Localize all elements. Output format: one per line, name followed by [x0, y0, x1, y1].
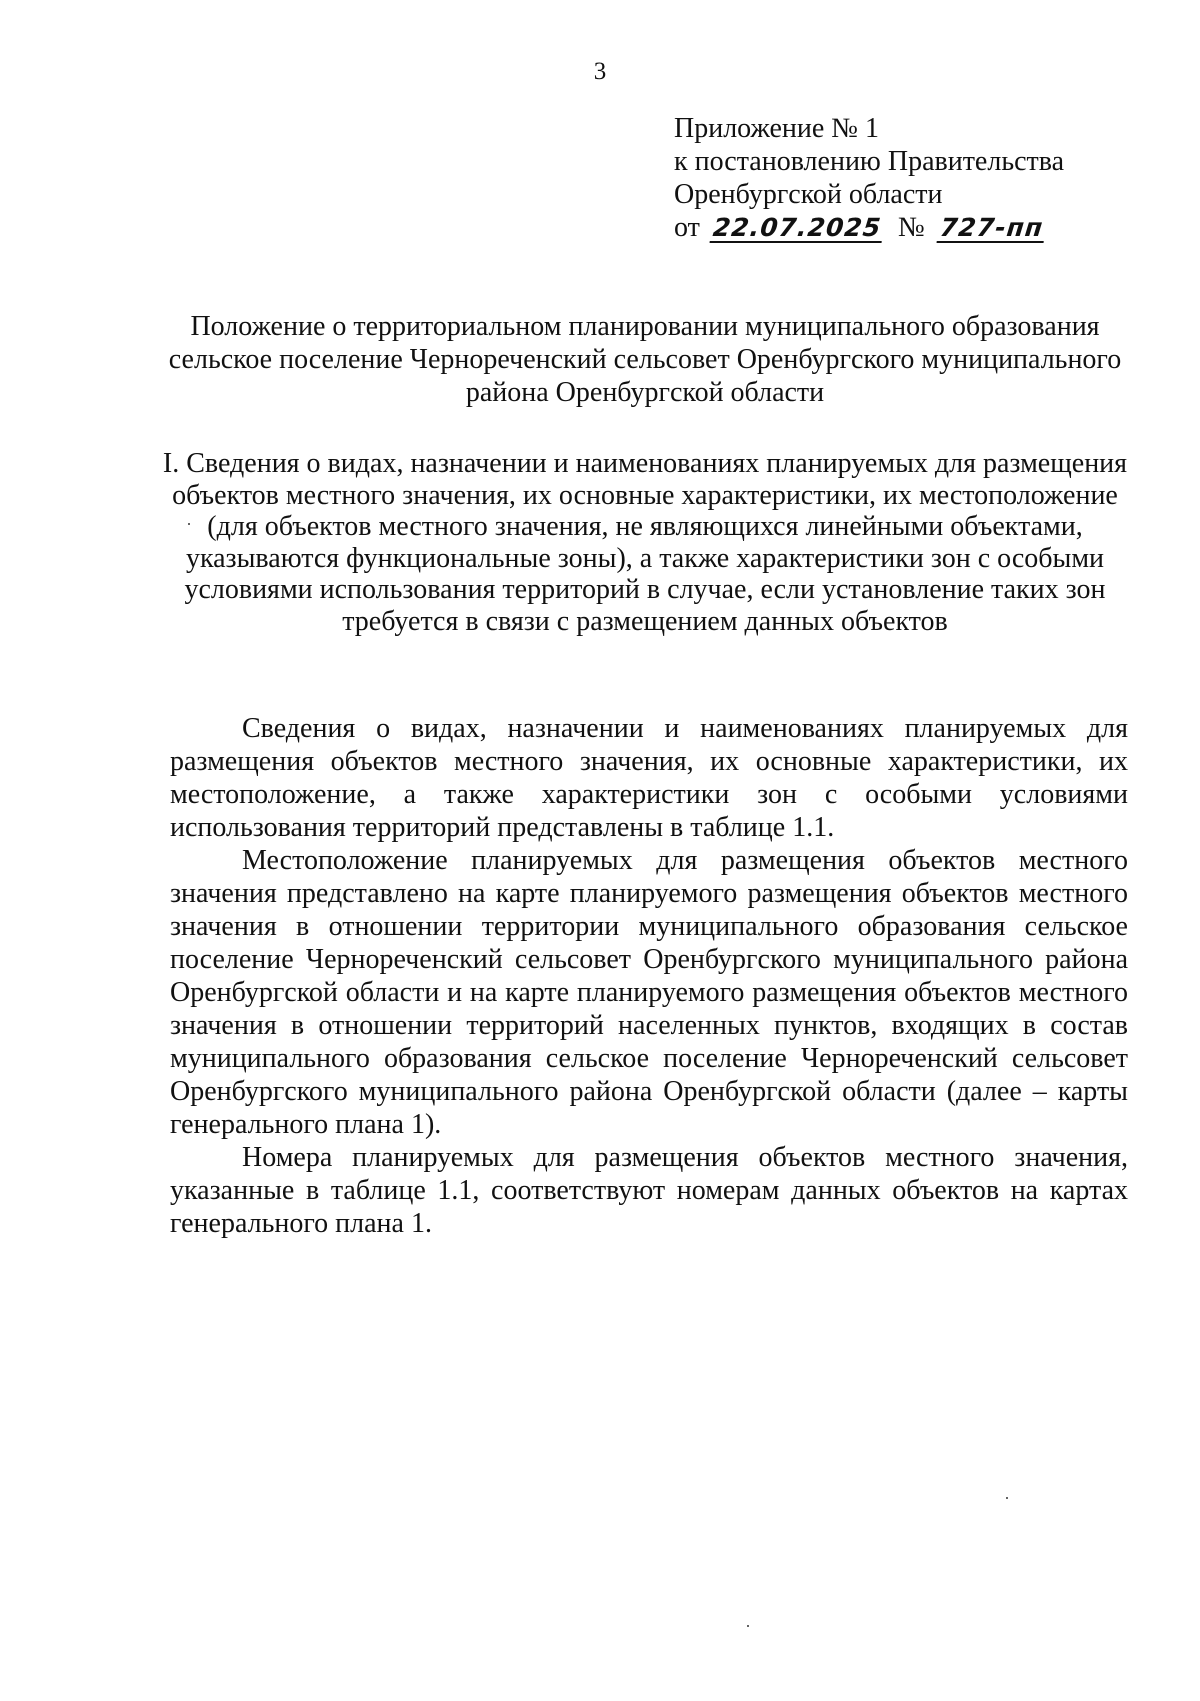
- scan-speck: [1006, 1497, 1008, 1499]
- appendix-block: [674, 112, 1064, 244]
- body-text: [170, 712, 1128, 1240]
- date-prefix: от: [674, 212, 700, 243]
- number-prefix: №: [898, 212, 925, 243]
- appendix-reference: к постановлению Правительства: [674, 146, 1065, 177]
- appendix-title: Приложение № 1: [674, 113, 879, 144]
- appendix-region: Оренбургской области: [674, 179, 943, 210]
- paragraph: Номера планируемых для размещения объектов местного значения, указанные в таблице 1.1, соответствуют номерам данных объектов на картах генерального плана 1.: [170, 1142, 1128, 1239]
- page-number: 3: [593, 58, 607, 85]
- handwritten-date: 22.07.2025: [709, 215, 884, 243]
- scan-speck: [188, 523, 190, 525]
- appendix-date-number: [674, 211, 1064, 244]
- document-title: Положение о территориальном планировании муниципального образования сельское поселение Черноречeнский сельсовет Оренбургского муниципального района Оренбургской области: [168, 311, 1122, 408]
- paragraph: Сведения о видах, назначении и наименованиях планируемых для размещения объектов местного значения, их основные характеристики, их местоположение, а также характеристики зон с особыми условиями использования территорий представлены в таблице 1.1.: [170, 713, 1128, 843]
- scan-speck: [747, 1625, 749, 1627]
- section-heading: I. Сведения о видах, назначении и наименованиях планируемых для размещения объектов местного значения, их основные характеристики, их местоположение (для объектов местного значения, не являющихся линейными объектами, указываются функциональные зоны), а также характеристики зон с особыми условиями использования территорий в случае, если установление таких зон требуется в связи с размещением данных объектов: [162, 448, 1128, 637]
- handwritten-number: 727-пп: [936, 215, 1046, 243]
- paragraph: Местоположение планируемых для размещения объектов местного значения представлено на карте планируемого размещения объектов местного значения в отношении территории муниципального образования сельское поселение Чернореченский сельсовет Оренбургского муниципального района Оренбургской области и на карте планируемого размещения объектов местного значения в отношении территорий населенных пунктов, входящих в состав муниципального образования сельское поселение Чернореченский сельсовет Оренбургского муниципального района Оренбургской области (далее – карты генерального плана 1).: [170, 845, 1128, 1140]
